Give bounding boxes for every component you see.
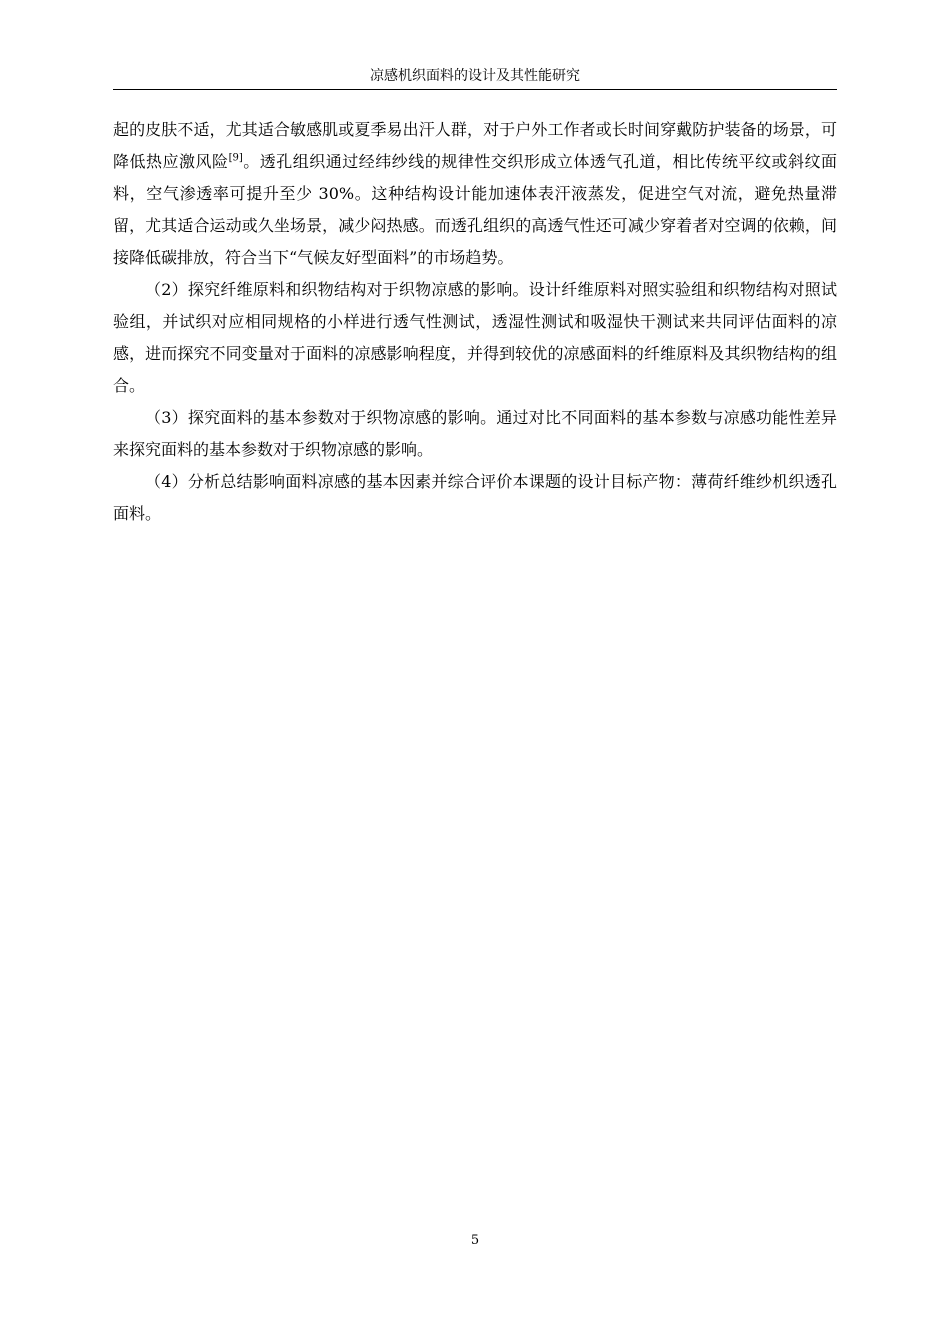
paragraph-continued <box>113 114 837 274</box>
citation-ref: [9] <box>228 152 243 164</box>
paragraph-text: 。透孔组织通过经纬纱线的规律性交织形成立体透气孔道，相比传统平纹或斜纹面料，空气渗透率可提升至少 30%。这种结构设计能加速体表汗液蒸发，促进空气对流，避免热量滞留，尤其适合运动或久坐场景，减少闷热感。而透孔组织的高透气性还可减少穿着者对空调的依赖，间接降低碳排放，符合当下“气候友好型面料”的市场趋势。 <box>113 152 837 267</box>
running-header: 凉感机织面料的设计及其性能研究 <box>370 68 580 84</box>
page-number: 5 <box>470 1233 480 1248</box>
paragraph-item-3: （3）探究面料的基本参数对于织物凉感的影响。通过对比不同面料的基本参数与凉感功能性差异来探究面料的基本参数对于织物凉感的影响。 <box>113 408 837 459</box>
paragraph-item-4: （4）分析总结影响面料凉感的基本因素并综合评价本课题的设计目标产物：薄荷纤维纱机织透孔面料。 <box>113 472 837 523</box>
header-rule <box>113 89 837 90</box>
body-text <box>113 114 837 530</box>
paragraph-item-2: （2）探究纤维原料和织物结构对于织物凉感的影响。设计纤维原料对照实验组和织物结构对照试验组，并试织对应相同规格的小样进行透气性测试，透湿性测试和吸湿快干测试来共同评估面料的凉感，进而探究不同变量对于面料的凉感影响程度，并得到较优的凉感面料的纤维原料及其织物结构的组合。 <box>113 280 837 395</box>
paragraph-text: 起的皮肤不适，尤其适合敏感肌或夏季易出汗人群，对于户外工作者或长时间穿戴防护装备的场景，可降低热应激风险 <box>113 120 837 171</box>
